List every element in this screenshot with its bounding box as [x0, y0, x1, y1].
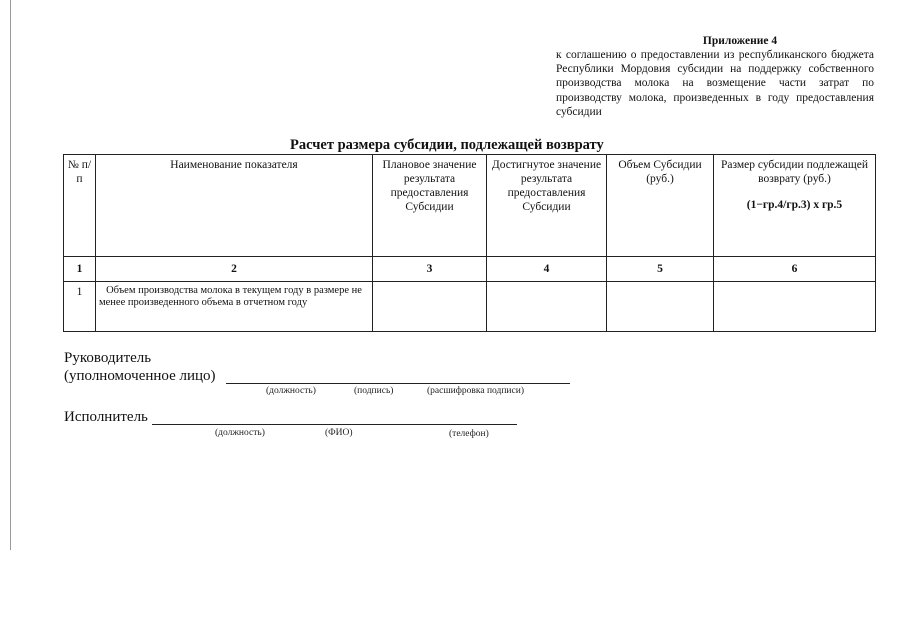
column-number: 4 — [487, 257, 607, 282]
row-num: 1 — [64, 282, 96, 332]
head-label: Руководитель — [64, 350, 152, 366]
table-row — [64, 282, 876, 332]
row-plan-cell — [373, 282, 487, 332]
document-title: Расчет размера субсидии, подлежащей возврату — [290, 137, 604, 153]
executor-label: Исполнитель — [64, 409, 148, 425]
left-margin-line — [10, 0, 11, 550]
appendix-body: к соглашению о предоставлении из республиканского бюджета Республики Мордовия субсидии на поддержку собственного производства молока на возмещение части затрат по производству молока, произведенных в году предоставления субсидии — [556, 49, 874, 118]
head-caption-signature: (подпись) — [354, 386, 394, 396]
table-header-row — [64, 155, 876, 257]
column-number-row — [64, 257, 876, 282]
subsidy-refund-table — [63, 154, 876, 332]
head-caption-decoding: (расшифровка подписи) — [427, 386, 524, 396]
appendix-note — [556, 35, 874, 119]
executor-signature-line — [152, 424, 517, 425]
row-name: Объем производства молока в текущем году в размере не менее произведенного объема в отчетном году — [96, 282, 373, 332]
header-refund-formula: (1−гр.4/гр.3) х гр.5 — [746, 199, 843, 211]
head-authorized-label: (уполномоченное лицо) — [64, 368, 216, 384]
executor-caption-name: (ФИО) — [325, 428, 353, 438]
head-caption-position: (должность) — [266, 386, 316, 396]
column-number: 5 — [607, 257, 714, 282]
header-plan: Плановое значение результата предоставления Субсидии — [373, 155, 487, 257]
header-achieved: Достигнутое значение результата предоставления Субсидии — [487, 155, 607, 257]
column-number: 3 — [373, 257, 487, 282]
appendix-title: Приложение 4 — [702, 35, 778, 47]
row-refund-cell — [714, 282, 876, 332]
row-volume-cell — [607, 282, 714, 332]
header-refund-label: Размер субсидии подлежащей возврату (руб.) — [720, 159, 868, 185]
column-number: 1 — [64, 257, 96, 282]
column-number: 6 — [714, 257, 876, 282]
header-name: Наименование показателя — [96, 155, 373, 257]
header-refund — [714, 155, 876, 257]
executor-caption-phone: (телефон) — [449, 429, 489, 439]
column-number: 2 — [96, 257, 373, 282]
executor-caption-position: (должность) — [215, 428, 265, 438]
head-signature-line — [226, 383, 570, 384]
row-achieved-cell — [487, 282, 607, 332]
header-volume: Объем Субсидии (руб.) — [607, 155, 714, 257]
header-num: № п/п — [64, 155, 96, 257]
